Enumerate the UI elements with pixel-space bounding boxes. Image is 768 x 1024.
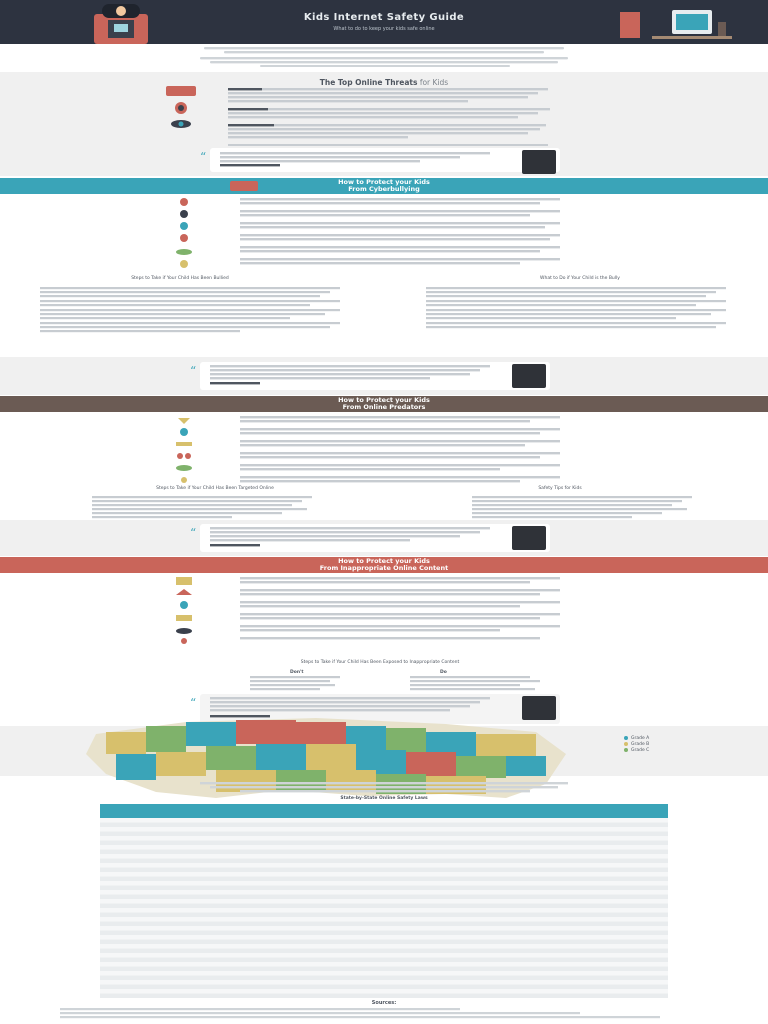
table-row <box>100 944 668 949</box>
table-row <box>100 980 668 985</box>
table-row <box>100 854 668 859</box>
table-row <box>100 872 668 877</box>
table-row <box>100 985 668 990</box>
table-row <box>100 976 668 981</box>
table-row <box>100 859 668 864</box>
expert-photo <box>522 150 556 174</box>
expert-photo <box>512 364 546 388</box>
table-title: State-by-State Online Safety Laws <box>340 796 428 801</box>
table-row <box>100 841 668 846</box>
table-row <box>100 931 668 936</box>
quote-icon: “ <box>190 696 197 710</box>
bully-steps-title: What to Do if Your Child is the Bully <box>540 276 620 281</box>
table-row <box>100 962 668 967</box>
threats-list <box>228 86 558 154</box>
table-row <box>100 989 668 994</box>
table-row <box>100 832 668 837</box>
map-legend <box>624 735 649 753</box>
table-row <box>100 881 668 886</box>
threats-heading: The Top Online Threats for Kids <box>319 78 449 87</box>
desk-illustration <box>612 6 732 44</box>
bullied-steps-title: Steps to Take if Your Child Has Been Bullied <box>131 276 229 281</box>
legend-grade-a: Grade A <box>624 735 649 741</box>
table-row <box>100 940 668 945</box>
table-row <box>100 895 668 900</box>
targeted-steps-title: Steps to Take if Your Child Has Been Targeted Online <box>156 486 274 491</box>
dos-and-donts-list <box>250 676 550 692</box>
table-row <box>100 877 668 882</box>
content-tips <box>160 575 580 647</box>
cyberbullying-icon <box>228 179 260 193</box>
threat-icons <box>160 86 210 136</box>
predators-tips <box>160 414 580 486</box>
quote-icon: “ <box>190 526 197 540</box>
expert-photo <box>512 526 546 550</box>
table-row <box>100 922 668 927</box>
table-row <box>100 949 668 954</box>
table-row <box>100 890 668 895</box>
table-row <box>100 908 668 913</box>
table-row <box>100 953 668 958</box>
content-banner: How to Protect your Kids From Inappropriate Online Content <box>0 557 768 573</box>
cyberbullying-quote <box>190 362 550 390</box>
legend-grade-c: Grade C <box>624 747 649 753</box>
table-row <box>100 967 668 972</box>
table-row <box>100 845 668 850</box>
table-row <box>100 823 668 828</box>
cyberbullying-steps-columns <box>40 287 730 337</box>
table-row <box>100 850 668 855</box>
dont-label: Don't <box>290 670 304 675</box>
table-row <box>100 886 668 891</box>
do-label: Do <box>440 670 447 675</box>
table-row <box>100 926 668 931</box>
table-row <box>100 818 668 823</box>
header-banner <box>0 0 768 44</box>
table-row <box>100 899 668 904</box>
cyberbullying-tips <box>160 196 580 276</box>
predators-banner: How to Protect your Kids From Online Predators <box>0 396 768 412</box>
cyberbullying-quote-section <box>0 357 768 395</box>
table-row <box>100 836 668 841</box>
page-title: Kids Internet Safety Guide <box>303 12 465 23</box>
safety-tips-title: Safety Tips for Kids <box>538 486 582 491</box>
quote-icon: “ <box>190 364 197 378</box>
predators-quote <box>190 524 550 552</box>
table-row <box>100 935 668 940</box>
page-subtitle: What to do to keep your kids safe online <box>333 26 435 32</box>
quote-icon: “ <box>200 150 207 164</box>
table-row <box>100 863 668 868</box>
table-row <box>100 971 668 976</box>
table-row <box>100 904 668 909</box>
table-row <box>100 958 668 963</box>
top-threats-section <box>0 72 768 176</box>
expert-quote <box>200 148 560 172</box>
state-laws-table <box>100 804 668 1000</box>
table-row <box>100 994 668 999</box>
legend-grade-b: Grade B <box>624 741 649 747</box>
table-row <box>100 913 668 918</box>
predators-quote-section <box>0 520 768 556</box>
predators-steps-columns <box>92 496 692 522</box>
table-row <box>100 917 668 922</box>
table-intro-text <box>200 782 568 794</box>
sources-section <box>0 1000 768 1006</box>
exposed-steps-title: Steps to Take if Your Child Has Been Exposed to Inappropriate Content <box>300 660 460 665</box>
cyberbullying-banner: How to Protect your Kids From Cyberbullying <box>0 178 768 194</box>
intro-text <box>200 47 568 67</box>
table-row <box>100 868 668 873</box>
table-row <box>100 827 668 832</box>
sources-heading: Sources: <box>371 1000 397 1006</box>
